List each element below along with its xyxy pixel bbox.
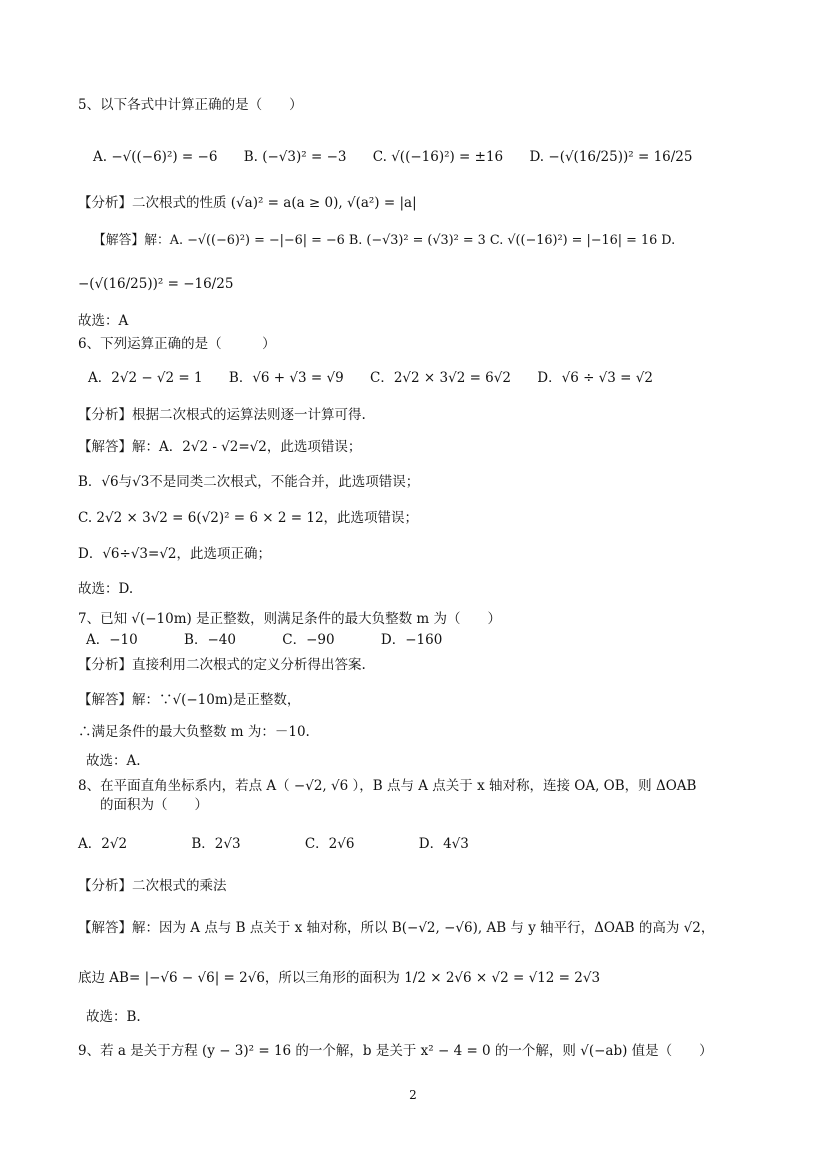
q8-solution-line1: 【解答】解：因为 A 点与 B 点关于 x 轴对称，所以 B(−√2, −√6), AB 与 y 轴平行，ΔOAB 的高为 √2， (78, 920, 715, 936)
q7-stem: 7、已知 √(−10m) 是正整数，则满足条件的最大负整数 m 为（ ） (78, 611, 501, 627)
q5-answer: 故选：A (78, 313, 129, 329)
q8-option-b: B．2√3 (191, 836, 241, 852)
q6-option-c: C．2√2 × 3√2 = 6√2 (370, 370, 511, 386)
q7-analysis: 【分析】直接利用二次根式的定义分析得出答案. (78, 657, 366, 673)
q5-analysis: 【分析】二次根式的性质 (√a)² = a(a ≥ 0), √(a²) = |a| (78, 195, 417, 211)
q9-stem: 9、若 a 是关于方程 (y − 3)² = 16 的一个解，b 是关于 x² − 4 = 0 的一个解，则 √(−ab) 值是（ ） (78, 1043, 713, 1059)
q7-options (86, 630, 778, 650)
q5-options (93, 147, 778, 167)
q7-solution-line1: 【解答】解：∵√(−10m)是正整数， (78, 692, 301, 708)
q7-option-a: A．−10 (86, 632, 138, 648)
q6-stem: 6、下列运算正确的是（ ） (78, 336, 276, 352)
q8-stem-line1: 8、在平面直角坐标系内，若点 A（ −√2, √6 ），B 点与 A 点关于 x 轴对称，连接 OA, OB，则 ΔOAB (78, 778, 697, 794)
q8-stem-line2: 的面积为（ ） (100, 797, 208, 813)
q8-option-a: A．2√2 (78, 836, 128, 852)
q6-option-a: A．2√2 − √2 = 1 (88, 370, 203, 386)
q7-option-c: C．−90 (282, 632, 335, 648)
q6-solution-c: C. 2√2 × 3√2 = 6(√2)² = 6 × 2 = 12，此选项错误； (78, 510, 419, 526)
q8-options (78, 834, 778, 854)
q5-stem: 5、以下各式中计算正确的是（ ） (78, 97, 303, 113)
q5-solution-line1: 【解答】解：A. −√((−6)²) = −|−6| = −6 B. (−√3)² = (√3)² = 3 C. √((−16)²) = |−16| = 16 D. (93, 233, 676, 248)
q5-solution-line2: −(√(16/25))² = −16/25 (78, 276, 234, 292)
q6-solution-a: 【解答】解：A．2√2 - √2=√2，此选项错误； (78, 439, 362, 455)
q7-solution-line2: ∴满足条件的最大负整数 m 为：－10. (78, 724, 310, 740)
q6-options (88, 368, 778, 388)
q7-option-d: D．−160 (380, 632, 443, 648)
q8-analysis: 【分析】二次根式的乘法 (78, 878, 227, 894)
q5-option-d: D. −(√(16/25))² = 16/25 (529, 149, 693, 165)
q6-solution-b: B．√6与√3不是同类二次根式，不能合并，此选项错误； (78, 474, 420, 490)
q8-solution-line2: 底边 AB= |−√6 − √6| = 2√6，所以三角形的面积为 1/2 × 2√6 × √2 = √12 = 2√3 (78, 970, 601, 986)
q6-solution-d: D．√6÷√3=√2，此选项正确； (78, 546, 272, 562)
q7-answer: 故选：A. (86, 753, 141, 769)
q6-option-d: D．√6 ÷ √3 = √2 (537, 370, 653, 386)
page-number: 2 (409, 1088, 417, 1102)
q6-answer: 故选：D. (78, 581, 134, 597)
q5-option-b: B. (−√3)² = −3 (243, 149, 347, 165)
q8-option-c: C．2√6 (304, 836, 355, 852)
q5-option-c: C. √((−16)²) = ±16 (372, 149, 504, 165)
q6-option-b: B．√6 + √3 = √9 (228, 370, 344, 386)
q8-answer: 故选：B. (86, 1009, 141, 1025)
q6-analysis: 【分析】根据二次根式的运算法则逐一计算可得. (78, 407, 366, 423)
q8-option-d: D．4√3 (418, 836, 469, 852)
q7-option-b: B．−40 (184, 632, 236, 648)
q5-option-a: A. −√((−6)²) = −6 (93, 149, 218, 165)
